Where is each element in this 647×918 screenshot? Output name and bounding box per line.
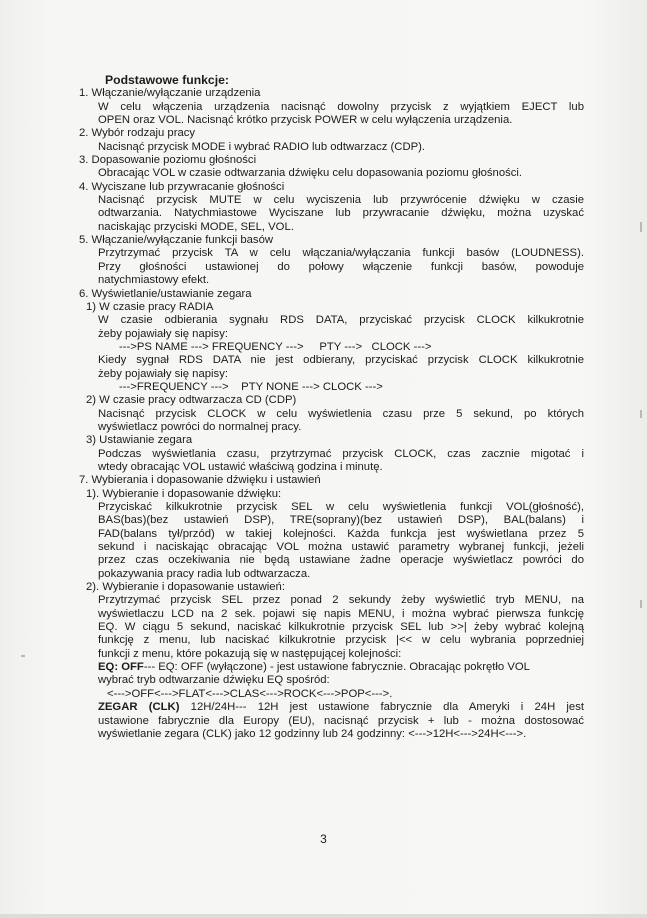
subitem-6-2-text: wyświetlacz powróci do normalnej pracy. <box>98 420 302 433</box>
subitem-6-2-text: Nacisnąć przycisk CLOCK w celu wyświetlenia czasu prze 5 sekund, po których <box>98 407 584 420</box>
item-1-heading: 1. Włączanie/wyłączanie urządzenia <box>79 87 261 100</box>
page-content <box>0 74 647 741</box>
eq-setting-text: --- EQ: OFF (wyłączone) - jest ustawione fabrycznie. Obracając pokrętło VOL <box>143 661 530 674</box>
subitem-7-1-text: FAD(balans tył/przód) w takiej kolejności. Każda funkcja jest wyświetlana przez 5 <box>98 527 584 540</box>
subitem-7-1-text: sekund i naciskając obracając VOL można ustawić parametry wybranej funkcji, jeżeli <box>98 541 584 554</box>
item-6-heading: 6. Wyświetlanie/ustawianie zegara <box>79 287 252 300</box>
item-5-text: natychmiastowy efekt. <box>98 274 210 287</box>
subitem-7-1-text: Przyciskać kilkukrotnie przycisk SEL w celu wyświetlenia funkcji VOL(głośność), <box>98 501 584 513</box>
subitem-7-1-text: przez czas oczekiwania nie będą ustawiane żadne operacje wyświetlacz powróci do <box>98 554 584 567</box>
subitem-7-1-heading: 1). Wybieranie i dopasowanie dźwięku: <box>86 487 282 500</box>
subitem-7-2-text: funkcję z menu, lub naciskać kilkukrotnie przycisk |<< w celu wybrania poprzedniej <box>98 634 584 647</box>
item-3-heading: 3. Dopasowanie poziomu głośności <box>79 154 257 167</box>
item-4-text: naciskając przyciski MODE, SEL, VOL. <box>98 220 294 233</box>
clock-setting-line <box>98 701 584 714</box>
scan-mark <box>640 222 642 232</box>
item-4-heading: 4. Wyciszane lub przywracanie głośności <box>79 180 285 193</box>
eq-sequence: <--->OFF<--->FLAT<--->CLAS<--->ROCK<--->POP<--->. <box>107 687 393 700</box>
clock-setting-label: ZEGAR (CLK) <box>98 701 180 714</box>
subitem-6-3-text: wtedy obracając VOL ustawić właściwą godzina i minutę. <box>98 460 383 473</box>
scan-mark <box>640 410 642 418</box>
clock-setting-text: 12H/24H--- 12H jest ustawione fabrycznie dla Ameryki i 24H jest <box>179 701 585 714</box>
subitem-6-1-text: żeby pojawiały się napisy: <box>98 367 228 380</box>
eq-setting-line <box>98 661 647 674</box>
subitem-6-1-text: żeby pojawiały się napisy: <box>98 327 228 340</box>
item-5-heading: 5. Włączanie/wyłączanie funkcji basów <box>79 234 274 247</box>
item-2-text: Nacisnąć przycisk MODE i wybrać RADIO lub odtwarzacz (CDP). <box>98 140 426 153</box>
subitem-6-3-heading: 3) Ustawianie zegara <box>86 434 193 447</box>
subitem-7-2-text: wyświetlaczu LCD na 2 sek. pojawi się napis MENU, i można wybrać pierwsza funkcję <box>98 607 584 620</box>
item-4-text: Nacisnąć przycisk MUTE w celu wyciszenia lub przywrócenie dźwięku w czasie <box>98 194 584 207</box>
section-title: Podstawowe funkcje: <box>105 73 229 87</box>
subitem-7-1-text: BAS(bas)(bez ustawień DSP), TRE(soprany)(bez ustawień DSP), BAL(balans) i <box>98 514 584 527</box>
item-5-text: Przytrzymać przycisk TA w celu włączania/wyłączania funkcji basów (LOUDNESS). <box>98 247 584 260</box>
subitem-7-2-text: funkcji z menu, które pokazują się w następującej kolejności: <box>98 647 402 660</box>
item-2-heading: 2. Wybór rodzaju pracy <box>79 127 196 140</box>
subitem-6-3-text: Podczas wyświetlania czasu, przytrzymać przycisk CLOCK, czas zacznie migotać i <box>98 447 584 460</box>
eq-setting-text: wybrać tryb odtwarzanie dźwięku EQ spośród: <box>98 674 330 687</box>
eq-setting-label: EQ: OFF <box>98 661 144 674</box>
item-7-heading: 7. Wybierania i dopasowanie dźwięku i ustawień <box>79 474 321 487</box>
item-1-text: OPEN oraz VOL. Nacisnąć krótko przycisk POWER w celu wyłączenia urządzenia. <box>98 114 513 127</box>
item-3-text: Obracając VOL w czasie odtwarzania dźwięku celu dopasowania poziomu głośności. <box>98 167 523 180</box>
item-1-text: W celu włączenia urządzenia nacisnąć dowolny przycisk z wyjątkiem EJECT lub <box>98 100 584 113</box>
item-4-text: odtwarzania. Natychmiastowe Wyciszane lub przywracanie dźwięku, można uzyskać <box>98 207 584 220</box>
page-bottom-edge <box>0 914 647 918</box>
subitem-7-1-text: pokazywania pracy radia lub odtwarzacza. <box>98 567 311 580</box>
page-number: 3 <box>320 832 327 846</box>
scan-mark <box>640 600 642 608</box>
subitem-6-1-text: Kiedy sygnał RDS DATA nie jest odbierany, przyciskać przycisk CLOCK kilkukrotnie <box>98 354 584 367</box>
subitem-6-1-heading: 1) W czasie pracy RADIA <box>86 300 214 313</box>
subitem-6-1-text: W czasie odbierania sygnału RDS DATA, przyciskać przycisk CLOCK kilkukrotnie <box>98 314 584 327</box>
subitem-6-2-heading: 2) W czasie pracy odtwarzacza CD (CDP) <box>86 394 297 407</box>
subitem-7-2-text: EQ. W ciągu 5 sekund, naciskać kilkukrotnie przycisk SEL lub >>| żeby wybrać kolejną <box>98 621 584 634</box>
subitem-7-2-text: Przytrzymać przycisk SEL przez ponad 2 sekundy żeby wyświetlić tryb MENU, na <box>98 594 584 607</box>
sequence-line: --->PS NAME ---> FREQUENCY ---> PTY ---> CLOCK ---> <box>119 340 432 353</box>
clock-setting-text: wyświetlanie zegara (CLK) jako 12 godzinny lub 24 godzinny: <--->12H<--->24H<--->. <box>98 727 527 740</box>
subitem-7-2-heading: 2). Wybieranie i dopasowanie ustawień: <box>86 581 285 594</box>
item-5-text: Przy głośności ustawionej do połowy włączenie funkcji basów, powoduje <box>98 260 584 273</box>
clock-setting-text: ustawione fabrycznie dla Europy (EU), nacisnąć przycisk + lub - można dostosować <box>98 714 584 727</box>
sequence-line: --->FREQUENCY ---> PTY NONE ---> CLOCK ---> <box>119 380 383 393</box>
scan-mark <box>21 655 25 657</box>
